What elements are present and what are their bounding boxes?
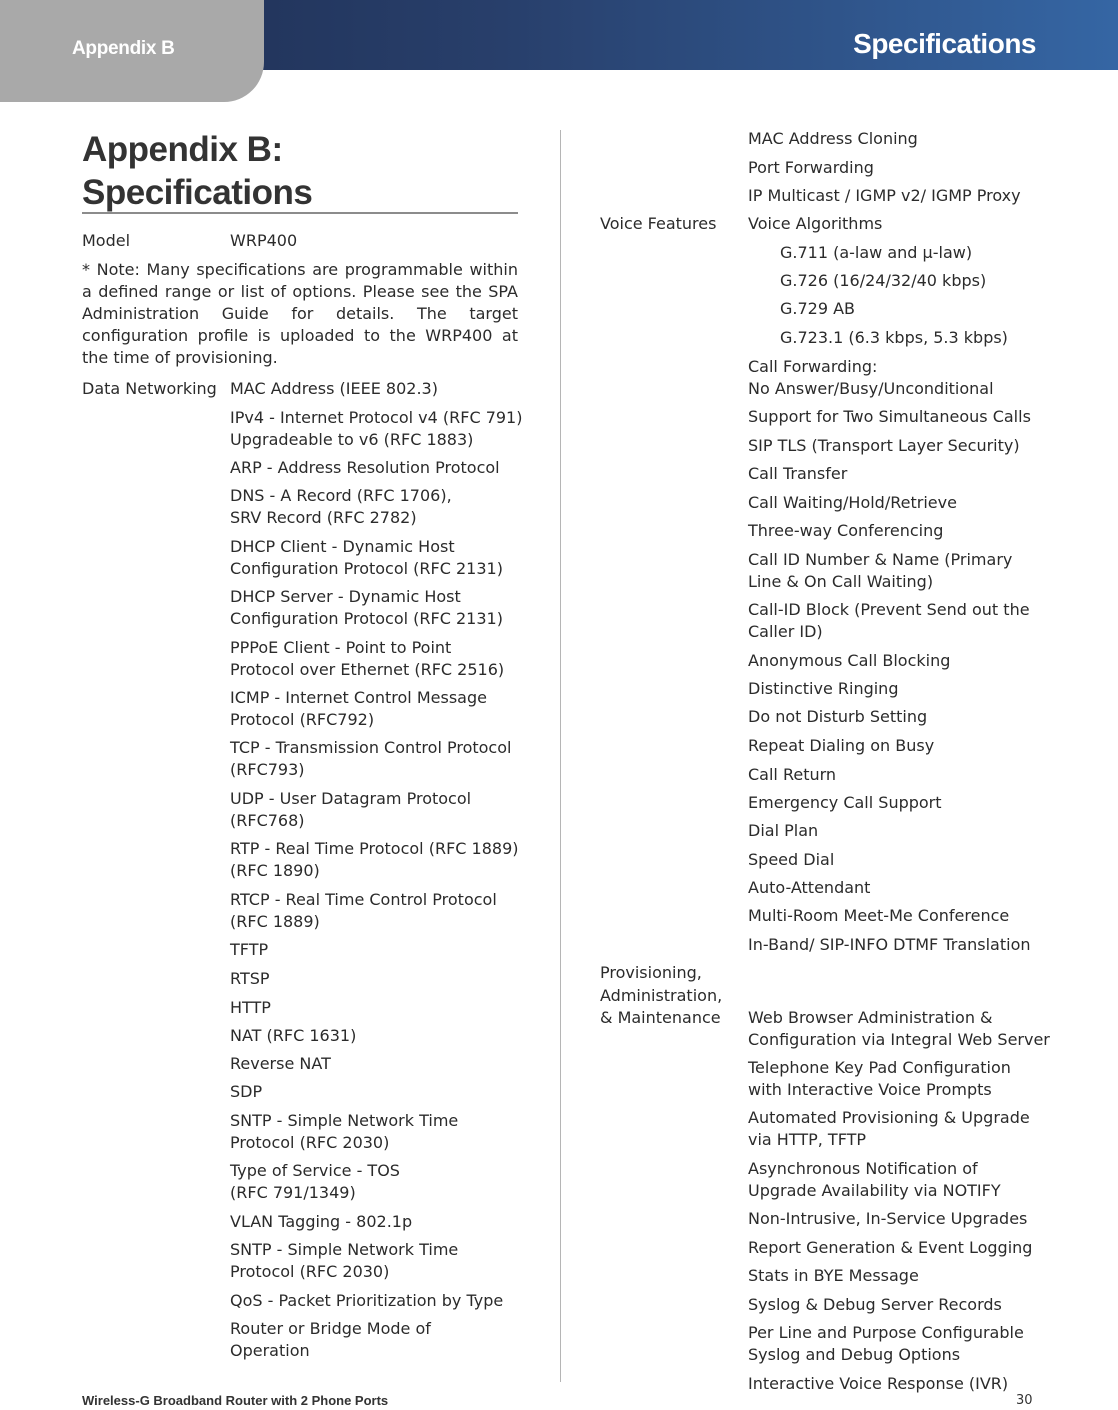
spec-item: DHCP Client - Dynamic Host: [230, 537, 455, 556]
spec-item: Syslog & Debug Server Records: [748, 1295, 1002, 1314]
spec-item: In-Band/ SIP-INFO DTMF Translation: [748, 935, 1031, 954]
spec-item: Emergency Call Support: [748, 793, 942, 812]
spec-item: RTSP: [230, 969, 270, 988]
header-left-label: Appendix B: [72, 38, 175, 59]
spec-item: SRV Record (RFC 2782): [230, 508, 417, 527]
spec-item: Protocol over Ethernet (RFC 2516): [230, 660, 505, 679]
spec-item: SNTP - Simple Network Time: [230, 1240, 459, 1259]
spec-item: SNTP - Simple Network Time: [230, 1111, 459, 1130]
spec-item: Call-ID Block (Prevent Send out the: [748, 600, 1030, 619]
spec-item: Repeat Dialing on Busy: [748, 736, 935, 755]
note-paragraph: * Note: Many specifications are programmable within a defined range or list of options. Please see the SPA Administration Guide for details. The target configuration profile is uploaded to the WRP400 at the time of provisioning.: [82, 260, 518, 367]
spec-item: ARP - Address Resolution Protocol: [230, 458, 500, 477]
spec-item: TFTP: [230, 940, 269, 959]
model-label: Model: [82, 231, 131, 250]
spec-item: Type of Service - TOS: [230, 1161, 400, 1180]
spec-item: Voice Algorithms: [748, 214, 883, 233]
data-networking-label: Data Networking: [82, 379, 217, 398]
spec-item: G.711 (a-law and µ-law): [780, 243, 973, 262]
spec-item: Stats in BYE Message: [748, 1266, 919, 1285]
spec-item: NAT (RFC 1631): [230, 1026, 357, 1045]
spec-item: Protocol (RFC792): [230, 710, 375, 729]
spec-item: ICMP - Internet Control Message: [230, 688, 487, 707]
spec-item: (RFC793): [230, 760, 305, 779]
spec-item: MAC Address Cloning: [748, 129, 918, 148]
spec-item: RTCP - Real Time Control Protocol: [230, 890, 497, 909]
title-divider: [82, 212, 518, 214]
provisioning-label-line: Administration,: [600, 986, 723, 1005]
spec-item: No Answer/Busy/Unconditional: [748, 379, 994, 398]
spec-item: Configuration via Integral Web Server: [748, 1030, 1050, 1049]
spec-item: Upgradeable to v6 (RFC 1883): [230, 430, 474, 449]
spec-item: (RFC 1889): [230, 912, 320, 931]
page-title-line1: Appendix B:: [82, 130, 283, 169]
spec-item: Distinctive Ringing: [748, 679, 899, 698]
spec-item: Interactive Voice Response (IVR): [748, 1374, 1009, 1393]
spec-item: UDP - User Datagram Protocol: [230, 789, 472, 808]
spec-item: SIP TLS (Transport Layer Security): [748, 436, 1020, 455]
spec-item: Per Line and Purpose Configurable: [748, 1323, 1024, 1342]
model-value: WRP400: [230, 231, 298, 250]
spec-item: Reverse NAT: [230, 1054, 331, 1073]
page-title-line2: Specifications: [82, 173, 313, 212]
spec-item: Operation: [230, 1341, 310, 1360]
spec-item: Configuration Protocol (RFC 2131): [230, 609, 503, 628]
spec-item: (RFC768): [230, 811, 305, 830]
spec-item: with Interactive Voice Prompts: [748, 1080, 992, 1099]
spec-item: Asynchronous Notification of: [748, 1159, 978, 1178]
page-title: [82, 128, 312, 214]
spec-item: Anonymous Call Blocking: [748, 651, 951, 670]
spec-item: G.723.1 (6.3 kbps, 5.3 kbps): [780, 328, 1008, 347]
spec-item: DNS - A Record (RFC 1706),: [230, 486, 452, 505]
spec-item: Do not Disturb Setting: [748, 707, 928, 726]
spec-item: Call Return: [748, 765, 837, 784]
spec-item: Call Waiting/Hold/Retrieve: [748, 493, 957, 512]
spec-item: HTTP: [230, 998, 271, 1017]
spec-item: Caller ID): [748, 622, 823, 641]
spec-item: Configuration Protocol (RFC 2131): [230, 559, 503, 578]
spec-item: Upgrade Availability via NOTIFY: [748, 1181, 1001, 1200]
spec-item: Automated Provisioning & Upgrade: [748, 1108, 1030, 1127]
spec-item: via HTTP, TFTP: [748, 1130, 867, 1149]
spec-item: MAC Address (IEEE 802.3): [230, 379, 438, 398]
provisioning-label-line: Provisioning,: [600, 963, 702, 982]
spec-item: Protocol (RFC 2030): [230, 1133, 390, 1152]
spec-item: Router or Bridge Mode of: [230, 1319, 431, 1338]
provisioning-label-line: & Maintenance: [600, 1008, 721, 1027]
spec-item: Dial Plan: [748, 821, 819, 840]
spec-item: Report Generation & Event Logging: [748, 1238, 1033, 1257]
spec-item: IPv4 - Internet Protocol v4 (RFC 791): [230, 408, 523, 427]
spec-item: Line & On Call Waiting): [748, 572, 934, 591]
voice-features-label: Voice Features: [600, 214, 717, 233]
spec-item: Auto-Attendant: [748, 878, 871, 897]
spec-item: VLAN Tagging - 802.1p: [230, 1212, 413, 1231]
spec-item: Call ID Number & Name (Primary: [748, 550, 1013, 569]
spec-item: DHCP Server - Dynamic Host: [230, 587, 461, 606]
spec-item: Speed Dial: [748, 850, 835, 869]
spec-item: IP Multicast / IGMP v2/ IGMP Proxy: [748, 186, 1021, 205]
column-divider: [560, 130, 561, 1382]
spec-item: G.729 AB: [780, 299, 856, 318]
spec-item: Port Forwarding: [748, 158, 874, 177]
spec-item: Non-Intrusive, In-Service Upgrades: [748, 1209, 1028, 1228]
spec-item: Multi-Room Meet-Me Conference: [748, 906, 1010, 925]
footer-product-name: Wireless-G Broadband Router with 2 Phone Ports: [82, 1393, 389, 1408]
spec-item: Call Forwarding:: [748, 357, 878, 376]
spec-item: SDP: [230, 1082, 263, 1101]
spec-item: Syslog and Debug Options: [748, 1345, 961, 1364]
spec-item: Telephone Key Pad Configuration: [748, 1058, 1011, 1077]
spec-item: Web Browser Administration &: [748, 1008, 993, 1027]
spec-item: TCP - Transmission Control Protocol: [230, 738, 512, 757]
spec-item: PPPoE Client - Point to Point: [230, 638, 452, 657]
header-right-title: Specifications: [853, 28, 1036, 59]
spec-item: RTP - Real Time Protocol (RFC 1889): [230, 839, 519, 858]
spec-item: Support for Two Simultaneous Calls: [748, 407, 1031, 426]
spec-item: (RFC 1890): [230, 861, 320, 880]
spec-item: (RFC 791/1349): [230, 1183, 356, 1202]
page-number: 30: [1016, 1393, 1033, 1408]
spec-item: Call Transfer: [748, 464, 848, 483]
spec-item: G.726 (16/24/32/40 kbps): [780, 271, 987, 290]
spec-item: Three-way Conferencing: [748, 521, 944, 540]
spec-item: Protocol (RFC 2030): [230, 1262, 390, 1281]
spec-item: QoS - Packet Prioritization by Type: [230, 1291, 504, 1310]
